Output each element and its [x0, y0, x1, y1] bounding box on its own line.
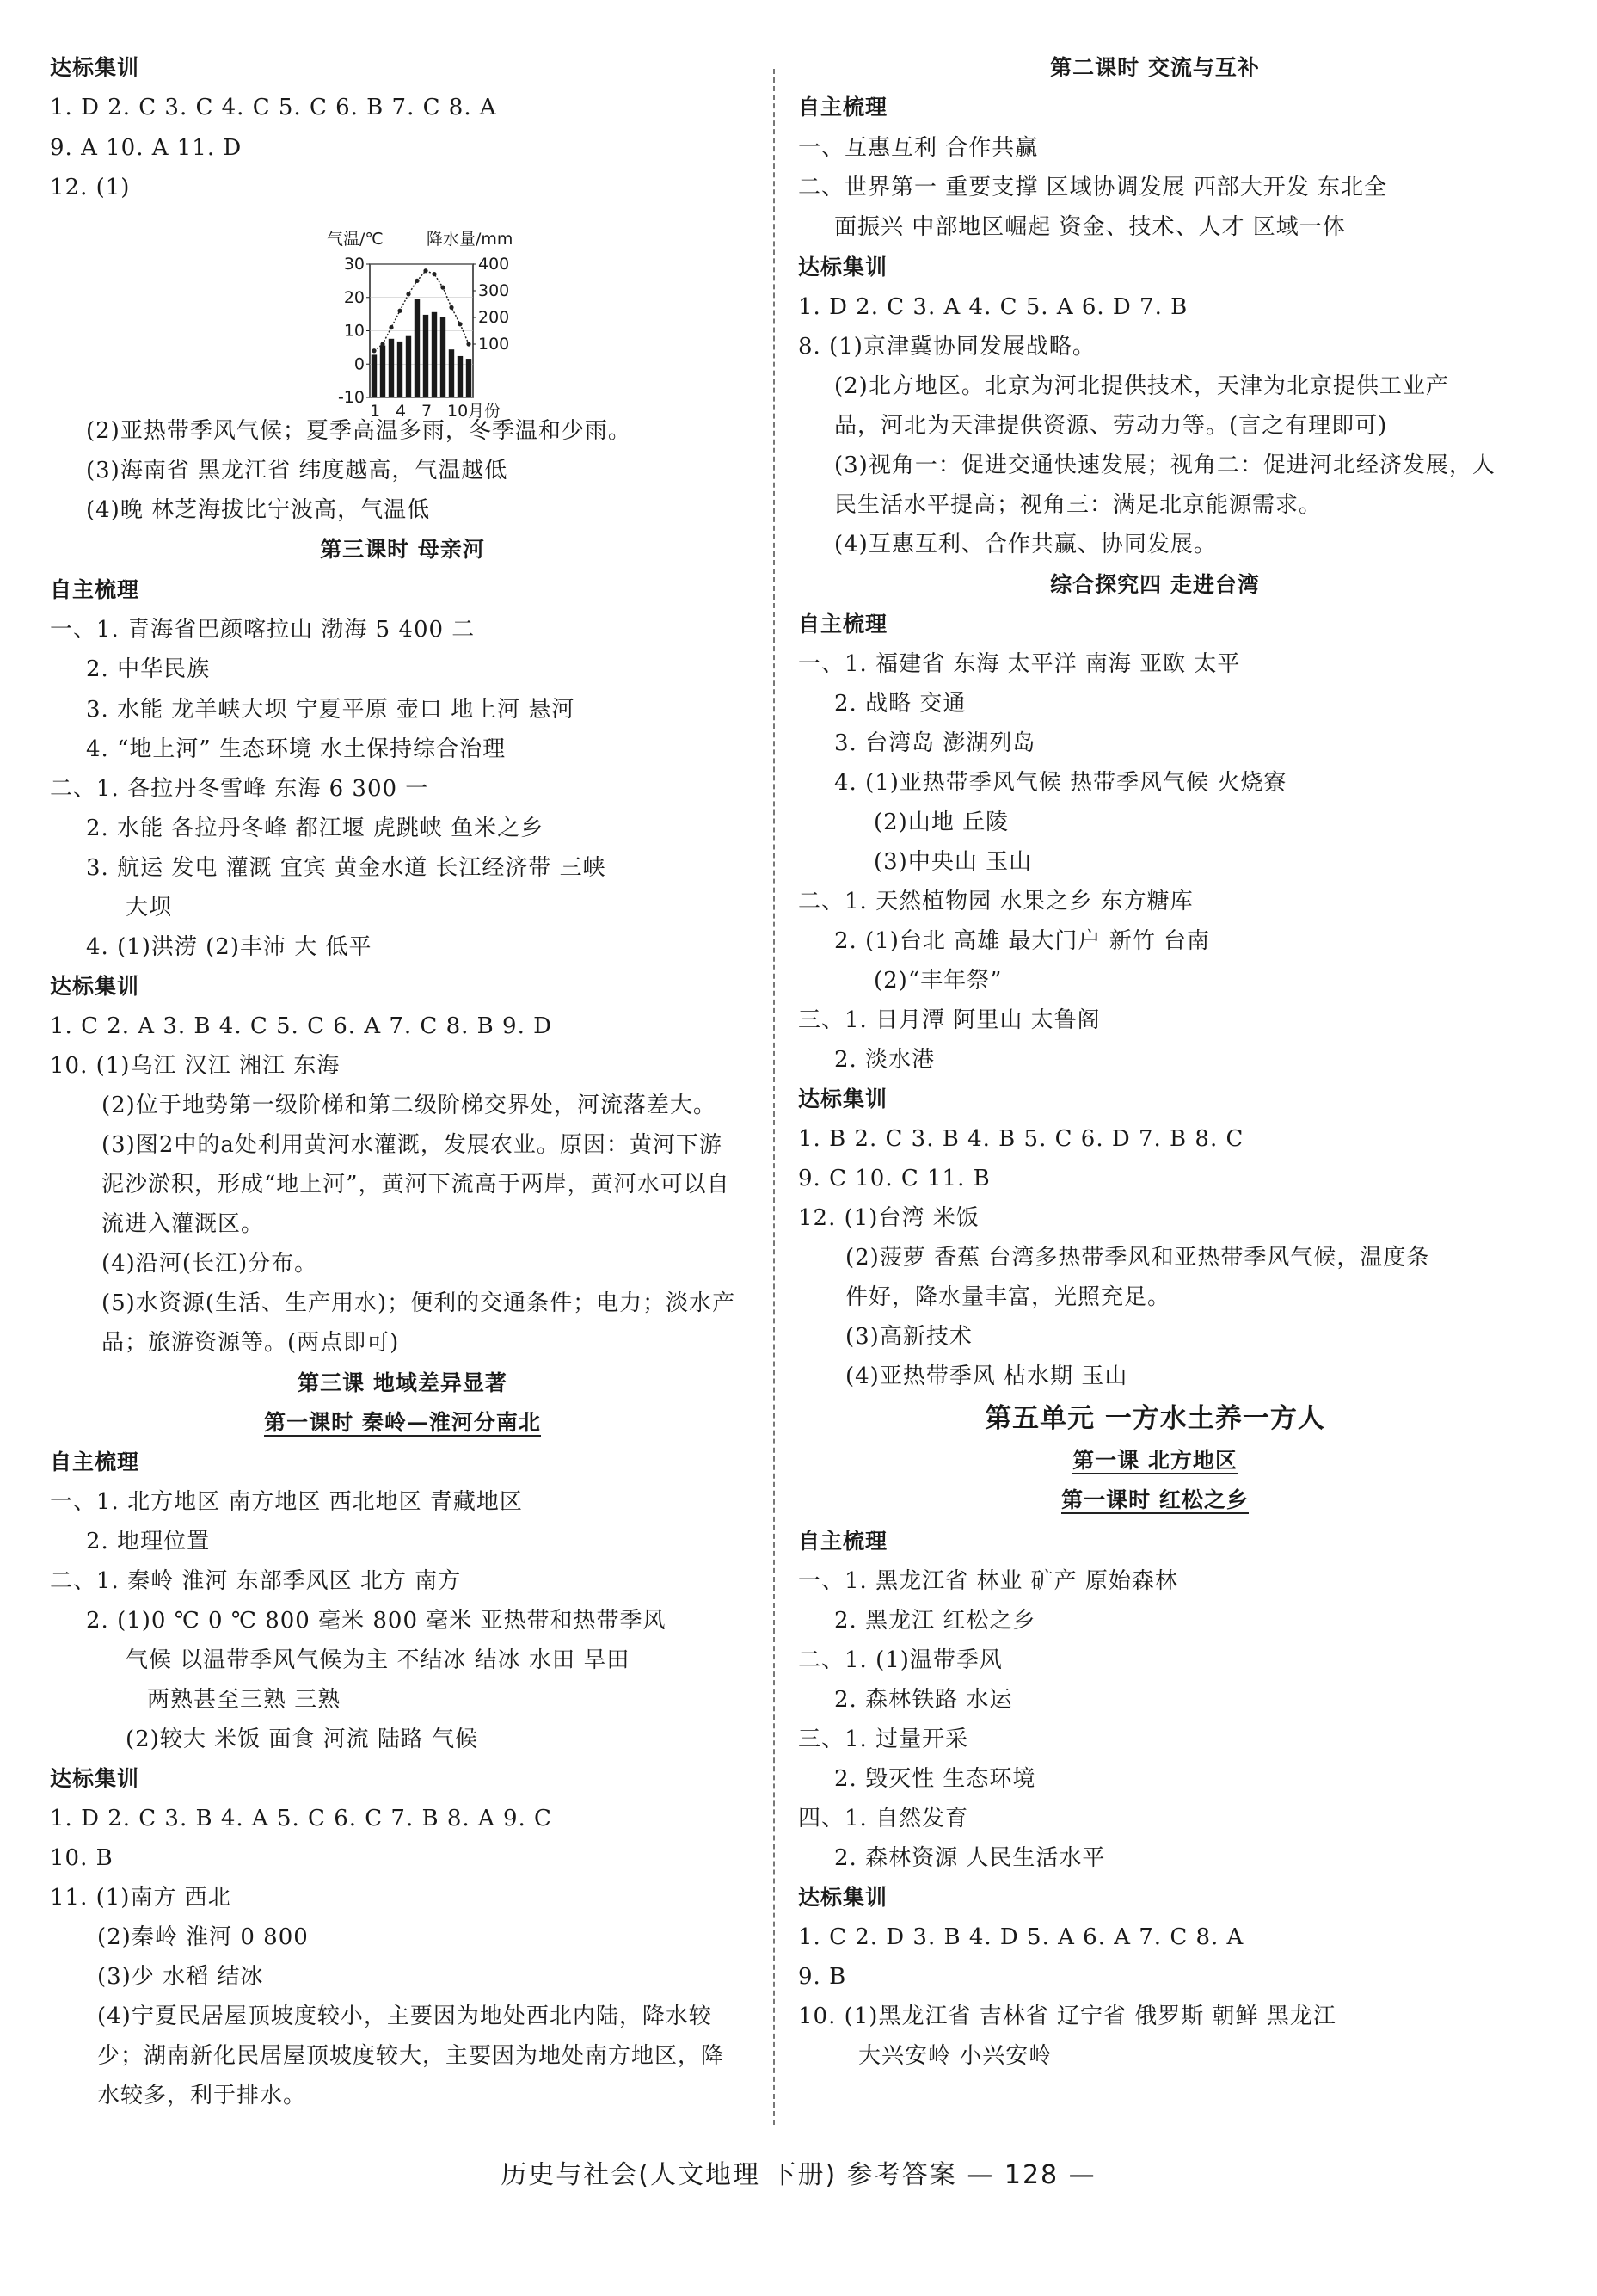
y-left-tick-label: 0 — [353, 354, 365, 374]
left-line: 两熟甚至三熟 三熟 — [147, 1687, 341, 1713]
chart-x-ticks — [370, 402, 501, 421]
right-line: 一、1. 福建省 东海 太平洋 南海 亚欧 太平 — [798, 651, 1241, 677]
left-line: 10. B — [50, 1845, 114, 1871]
temperature-point — [380, 342, 384, 346]
precip-bar — [380, 346, 385, 397]
right-line: 三、1. 过量开采 — [798, 1727, 969, 1752]
chart-ylabel-left: 气温/℃ — [327, 230, 384, 249]
left-line: 2. 地理位置 — [86, 1529, 211, 1554]
right-line: 达标集训 — [798, 1885, 888, 1910]
right-line: 一、1. 黑龙江省 林业 矿产 原始森林 — [798, 1568, 1178, 1594]
precip-bar — [440, 317, 445, 397]
left-line: 二、1. 各拉丹冬雪峰 东海 6 300 一 — [50, 776, 429, 802]
temperature-point — [466, 342, 470, 346]
left-line: 少；湖南新化民居屋顶坡度较大，主要因为地处南方地区，降 — [97, 2043, 725, 2069]
left-line: (3)图2中的a处利用黄河水灌溉，发展农业。原因：黄河下游 — [101, 1132, 722, 1158]
left-line: 大坝 — [126, 895, 173, 920]
precip-bar — [415, 299, 420, 397]
temperature-point — [415, 279, 419, 283]
precip-bar — [406, 336, 411, 397]
right-line: (3)高新技术 — [845, 1324, 973, 1350]
precip-bar — [449, 349, 454, 397]
right-line — [798, 1402, 1512, 1435]
y-right-tick-label: 300 — [478, 281, 510, 300]
right-line: 1. C 2. D 3. B 4. D 5. A 6. A 7. C 8. A — [798, 1924, 1244, 1950]
left-line: (3)少 水稻 结冰 — [97, 1964, 264, 1990]
right-line: 2. (1)台北 高雄 最大门户 新竹 台南 — [834, 928, 1210, 954]
right-line: 民生活水平提高；视角三：满足北京能源需求。 — [834, 492, 1323, 518]
left-line: 4. “地上河” 生态环境 水土保持综合治理 — [86, 736, 507, 762]
x-tick-label: 10月份 — [447, 402, 501, 421]
right-heading-text: 第一课时 红松之乡 — [1061, 1487, 1249, 1512]
left-heading-text: 第三课时 母亲河 — [320, 537, 485, 562]
left-line: 9. A 10. A 11. D — [50, 135, 243, 161]
right-heading-text: 第五单元 一方水土养一方人 — [985, 1403, 1325, 1434]
left-line: 流进入灌溉区。 — [101, 1211, 265, 1237]
temperature-point — [458, 322, 462, 326]
temperature-point — [372, 348, 376, 353]
right-line: 9. C 10. C 11. B — [798, 1166, 991, 1191]
right-line: 8. (1)京津冀协同发展战略。 — [798, 334, 1096, 360]
left-heading-text: 第三课 地域差异显著 — [298, 1370, 507, 1395]
left-line: 3. 水能 龙羊峡大坝 宁夏平原 壶口 地上河 悬河 — [86, 697, 575, 723]
left-line: 11. (1)南方 西北 — [50, 1885, 231, 1911]
left-line: (4)沿河(长江)分布。 — [101, 1251, 318, 1277]
right-line: 1. D 2. C 3. A 4. C 5. A 6. D 7. B — [798, 294, 1189, 320]
y-left-tick-label: -10 — [337, 388, 365, 407]
right-line: 自主梳理 — [798, 1529, 888, 1554]
right-line: 9. B — [798, 1964, 847, 1990]
right-line: 三、1. 日月潭 阿里山 太鲁阁 — [798, 1007, 1101, 1033]
left-line: 达标集训 — [50, 974, 140, 999]
left-line: 3. 航运 发电 灌溉 宜宾 黄金水道 长江经济带 三峡 — [86, 855, 606, 881]
right-line — [798, 1444, 1512, 1477]
right-line — [798, 52, 1512, 84]
temperature-line — [374, 271, 469, 351]
right-line: 一、互惠互利 合作共赢 — [798, 135, 1039, 161]
left-line: 自主梳理 — [50, 577, 140, 602]
right-line: 二、1. (1)温带季风 — [798, 1647, 1003, 1673]
left-line: 4. (1)洪涝 (2)丰沛 大 低平 — [86, 934, 372, 960]
right-line: 2. 毁灭性 生态环境 — [834, 1766, 1036, 1792]
x-tick-label: 7 — [421, 402, 433, 421]
left-line — [50, 533, 755, 566]
right-line — [798, 569, 1512, 601]
chart-line — [372, 268, 470, 353]
right-line: (2)菠萝 香蕉 台湾多热带季风和亚热带季风气候，温度条 — [845, 1245, 1430, 1271]
y-right-tick-label: 100 — [478, 335, 510, 354]
left-line — [50, 1407, 755, 1439]
right-line: 自主梳理 — [798, 612, 888, 637]
x-tick-label: 4 — [396, 402, 407, 421]
left-line: (5)水资源(生活、生产用水)；便利的交通条件；电力；淡水产 — [101, 1290, 736, 1316]
right-line: 2. 黑龙江 红松之乡 — [834, 1608, 1036, 1634]
right-line: 2. 淡水港 — [834, 1047, 936, 1073]
right-line: (4)互惠互利、合作共赢、协同发展。 — [834, 532, 1217, 557]
precip-bar — [389, 339, 394, 397]
right-line: 二、1. 天然植物园 水果之乡 东方糖库 — [798, 889, 1194, 914]
right-heading-text: 第一课 北方地区 — [1072, 1448, 1238, 1473]
right-line: 品，河北为天津提供资源、劳动力等。(言之有理即可) — [834, 413, 1388, 439]
right-line: 3. 台湾岛 澎湖列岛 — [834, 730, 1036, 756]
y-right-tick-label: 400 — [478, 255, 510, 274]
left-line: 2. 水能 各拉丹冬峰 都江堰 虎跳峡 鱼米之乡 — [86, 816, 544, 841]
left-line: 1. D 2. C 3. B 4. A 5. C 6. C 7. B 8. A 9. C — [50, 1806, 552, 1831]
left-heading-text: 第一课时 秦岭—淮河分南北 — [264, 1410, 541, 1435]
precip-bar — [423, 315, 428, 397]
left-line: 气候 以温带季风气候为主 不结冰 结冰 水田 旱田 — [126, 1647, 630, 1673]
left-line: 水较多，利于排水。 — [97, 2083, 307, 2108]
left-line: 10. (1)乌江 汉江 湘江 东海 — [50, 1053, 341, 1079]
left-line: (3)海南省 黑龙江省 纬度越高，气温越低 — [86, 458, 508, 483]
temperature-point — [389, 325, 393, 329]
left-line: 达标集训 — [50, 1766, 140, 1791]
y-right-tick-label: 200 — [478, 308, 510, 327]
right-heading-text: 综合探究四 走进台湾 — [1050, 572, 1260, 597]
y-left-tick-label: 10 — [343, 321, 365, 341]
right-line: 4. (1)亚热带季风气候 热带季风气候 火烧寮 — [834, 770, 1287, 796]
left-line: 二、1. 秦岭 淮河 东部季风区 北方 南方 — [50, 1568, 462, 1594]
temperature-point — [440, 286, 445, 290]
left-line: 自主梳理 — [50, 1450, 140, 1474]
right-line: 面振兴 中部地区崛起 资金、技术、人才 区域一体 — [834, 214, 1346, 240]
left-line — [50, 1367, 755, 1400]
right-line: 2. 森林资源 人民生活水平 — [834, 1845, 1106, 1871]
right-heading-text: 第二课时 交流与互补 — [1050, 55, 1260, 80]
left-line: 一、1. 青海省巴颜喀拉山 渤海 5 400 二 — [50, 617, 476, 643]
right-line: 2. 森林铁路 水运 — [834, 1687, 1013, 1713]
temperature-point — [397, 309, 402, 313]
page-footer: 历史与社会(人文地理 下册) 参考答案 — 128 — — [501, 2160, 1096, 2190]
left-line: 品；旅游资源等。(两点即可) — [101, 1330, 400, 1356]
right-line: (2)山地 丘陵 — [874, 809, 1010, 835]
right-line: 大兴安岭 小兴安岭 — [858, 2043, 1053, 2069]
temperature-point — [423, 268, 427, 273]
left-line: (2)较大 米饭 面食 河流 陆路 气候 — [126, 1727, 479, 1752]
left-line: (2)亚热带季风气候；夏季高温多雨，冬季温和少雨。 — [86, 418, 631, 444]
chart-ylabel-right: 降水量/mm — [427, 230, 513, 249]
x-tick-label: 1 — [370, 402, 381, 421]
precip-bar — [466, 359, 471, 397]
precip-bar — [458, 356, 463, 397]
right-line: 1. B 2. C 3. B 4. B 5. C 6. D 7. B 8. C — [798, 1126, 1244, 1152]
left-line: (2)位于地势第一级阶梯和第二级阶梯交界处，河流落差大。 — [101, 1093, 716, 1118]
left-line: 2. (1)0 ℃ 0 ℃ 800 毫米 800 毫米 亚热带和热带季风 — [86, 1608, 666, 1634]
temperature-point — [432, 272, 436, 276]
temperature-point — [406, 292, 410, 296]
left-line: 达标集训 — [50, 55, 140, 80]
right-line: (3)中央山 玉山 — [874, 849, 1033, 875]
column-divider — [773, 69, 775, 2125]
right-line: 自主梳理 — [798, 95, 888, 120]
chart-bars — [372, 299, 471, 397]
right-line: 四、1. 自然发育 — [798, 1806, 969, 1831]
left-line: 泥沙淤积，形成“地上河”，黄河下流高于两岸，黄河水可以自 — [101, 1172, 730, 1197]
right-line: 达标集训 — [798, 255, 888, 280]
climate-chart — [318, 225, 542, 428]
right-line: 达标集训 — [798, 1086, 888, 1111]
right-line: 2. 战略 交通 — [834, 691, 967, 717]
right-line — [798, 1484, 1512, 1517]
left-line: 1. D 2. C 3. C 4. C 5. C 6. B 7. C 8. A — [50, 95, 497, 120]
left-line: 一、1. 北方地区 南方地区 西北地区 青藏地区 — [50, 1489, 523, 1515]
precip-bar — [372, 354, 377, 397]
right-line: (3)视角一：促进交通快速发展；视角二：促进河北经济发展，人 — [834, 452, 1496, 478]
right-line: 10. (1)黑龙江省 吉林省 辽宁省 俄罗斯 朝鲜 黑龙江 — [798, 2004, 1336, 2029]
precip-bar — [432, 312, 437, 397]
left-line: (4)宁夏民居屋顶坡度较小，主要因为地处西北内陆，降水较 — [97, 2004, 712, 2029]
left-line: 1. C 2. A 3. B 4. C 5. C 6. A 7. C 8. B 9. D — [50, 1013, 552, 1039]
right-line: (2)北方地区。北京为河北提供技术，天津为北京提供工业产 — [834, 373, 1449, 399]
temperature-point — [449, 305, 453, 310]
right-line: (2)“丰年祭” — [874, 968, 1003, 994]
left-line: 2. 中华民族 — [86, 656, 211, 682]
right-line: 二、世界第一 重要支撑 区域协调发展 西部大开发 东北全 — [798, 175, 1388, 200]
y-left-tick-label: 20 — [343, 287, 365, 307]
left-line: (4)晚 林芝海拔比宁波高，气温低 — [86, 497, 431, 523]
left-line: 12. (1) — [50, 175, 131, 200]
left-line: (2)秦岭 淮河 0 800 — [97, 1924, 309, 1950]
y-left-tick-label: 30 — [343, 255, 365, 274]
right-line: 件好，降水量丰富，光照充足。 — [845, 1284, 1171, 1310]
right-line: 12. (1)台湾 米饭 — [798, 1205, 980, 1231]
precip-bar — [397, 342, 402, 397]
right-line: (4)亚热带季风 枯水期 玉山 — [845, 1363, 1128, 1389]
